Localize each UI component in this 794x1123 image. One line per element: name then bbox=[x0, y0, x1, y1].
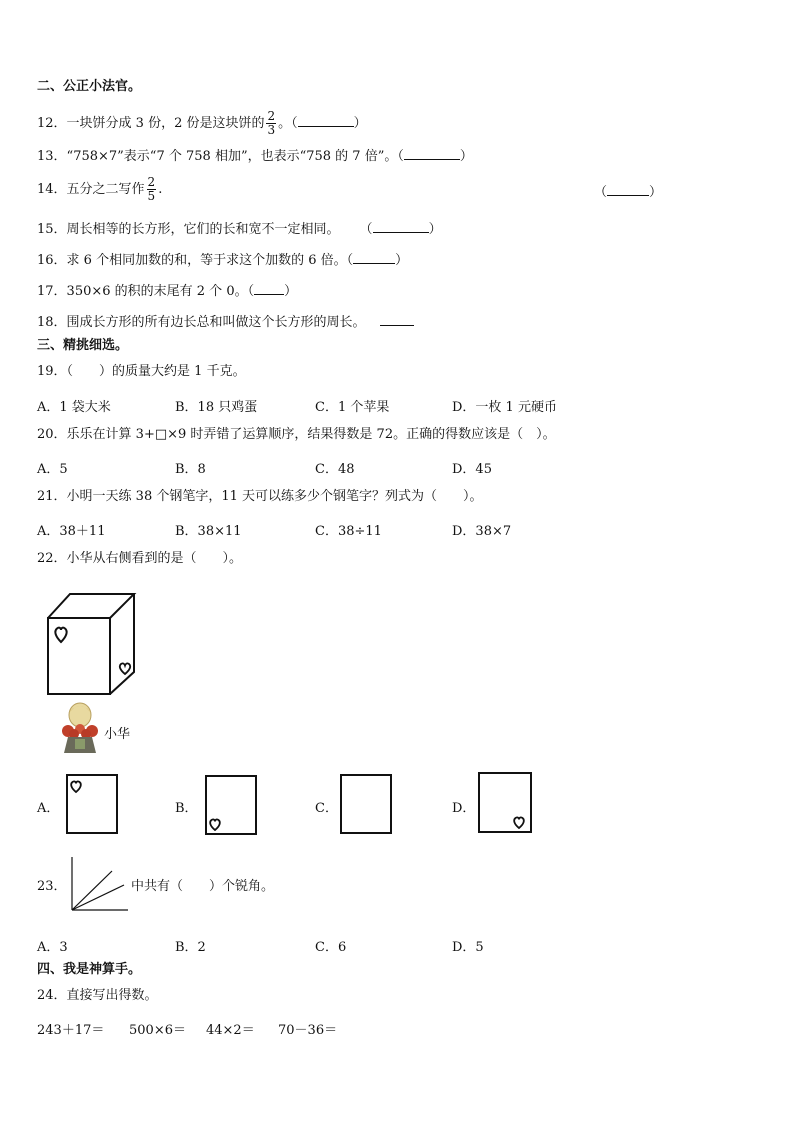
heart-icon bbox=[514, 817, 524, 828]
q23-options bbox=[37, 936, 737, 955]
section2-heading: 二、公正小法官。 bbox=[37, 79, 142, 94]
option-c[interactable]: C．6 bbox=[315, 940, 347, 955]
angle-figure bbox=[68, 855, 130, 913]
answer-blank[interactable] bbox=[404, 147, 460, 160]
heart-icon bbox=[71, 781, 81, 792]
option-b[interactable]: B．38×11 bbox=[175, 524, 242, 539]
fraction-2-3: $\frac{2}{3}$ bbox=[267, 109, 276, 137]
option-b[interactable]: B．18 只鸡蛋 bbox=[175, 400, 258, 415]
question-24: 24．直接写出得数。 bbox=[37, 988, 158, 1003]
question-15: 15．周长相等的长方形，它们的长和宽不一定相同。 （ ） bbox=[37, 222, 442, 237]
option-d[interactable]: D．一枚 1 元硬币 bbox=[452, 400, 557, 415]
option-b-figure bbox=[204, 774, 258, 836]
answer-blank[interactable] bbox=[373, 220, 429, 233]
section3-heading: 三、精挑细选。 bbox=[37, 338, 129, 353]
option-b[interactable]: B． bbox=[175, 801, 198, 816]
option-a[interactable]: A．38＋11 bbox=[37, 524, 106, 539]
option-a[interactable]: A．1 袋大米 bbox=[37, 400, 111, 415]
option-c[interactable]: C．38÷11 bbox=[315, 524, 382, 539]
answer-blank[interactable] bbox=[254, 282, 284, 295]
q12-text: 12．一块饼分成 3 份，2 份是这块饼的 bbox=[37, 116, 265, 131]
question-12: 12．一块饼分成 3 份，2 份是这块饼的 $\frac{2}{3}$ 。（ ） bbox=[37, 109, 367, 137]
answer-blank[interactable] bbox=[607, 183, 649, 196]
question-23: 中共有（ ）个锐角。 bbox=[131, 879, 275, 894]
option-b[interactable]: B．2 bbox=[175, 940, 206, 955]
calc-item: 44×2＝ bbox=[206, 1023, 255, 1038]
question-18: 18．围成长方形的所有边长总和叫做这个长方形的周长。 bbox=[37, 313, 414, 331]
question-21: 21．小明一天练 38 个钢笔字，11 天可以练多少个钢笔字？列式为（ ）。 bbox=[37, 489, 483, 504]
calc-item: 70－36＝ bbox=[278, 1023, 338, 1038]
person-label: 小华 bbox=[104, 727, 131, 742]
question-16: 16．求 6 个相同加数的和，等于求这个加数的 6 倍。（ ） bbox=[37, 253, 409, 268]
question-20: 20．乐乐在计算 3+□×9 时弄错了运算顺序，结果得数是 72。正确的得数应该是（ ）。 bbox=[37, 427, 556, 442]
question-22: 22．小华从右侧看到的是（ ）。 bbox=[37, 551, 243, 566]
section4-heading: 四、我是神算手。 bbox=[37, 962, 142, 977]
answer-blank[interactable] bbox=[353, 251, 395, 264]
answer-blank[interactable] bbox=[298, 114, 354, 127]
calc-item: 243＋17＝ bbox=[37, 1023, 105, 1038]
option-c[interactable]: C．1 个苹果 bbox=[315, 400, 390, 415]
q21-options bbox=[37, 520, 737, 539]
option-c[interactable]: C． bbox=[315, 801, 338, 816]
q23-number: 23． bbox=[37, 879, 67, 894]
cube-figure bbox=[44, 590, 140, 702]
heart-icon bbox=[120, 663, 130, 674]
option-a[interactable]: A．3 bbox=[37, 940, 68, 955]
option-d[interactable]: D． bbox=[452, 801, 476, 816]
q24-items bbox=[37, 1019, 737, 1038]
option-d[interactable]: D．38×7 bbox=[452, 524, 512, 539]
fraction-2-5: $\frac{2}{5}$ bbox=[147, 175, 156, 203]
q20-options bbox=[37, 458, 737, 477]
option-c-figure bbox=[339, 773, 393, 835]
q14-answer: （ ） bbox=[594, 185, 663, 200]
option-b[interactable]: B．8 bbox=[175, 462, 206, 477]
option-a-figure bbox=[65, 773, 119, 835]
option-a[interactable]: A． bbox=[37, 801, 60, 816]
question-13: 13．“758×7”表示“7 个 758 相加”，也表示“758 的 7 倍”。（ ） bbox=[37, 149, 473, 164]
option-a[interactable]: A．5 bbox=[37, 462, 68, 477]
answer-blank[interactable] bbox=[380, 313, 414, 326]
question-14: 14．五分之二写作 $\frac{2}{5}$ . bbox=[37, 175, 163, 203]
heart-icon bbox=[55, 628, 66, 642]
person-xiaohua-icon bbox=[58, 701, 106, 753]
question-17: 17．350×6 的积的末尾有 2 个 0。（ ） bbox=[37, 284, 298, 299]
option-c[interactable]: C．48 bbox=[315, 462, 355, 477]
q19-options bbox=[37, 396, 737, 415]
calc-item: 500×6＝ bbox=[129, 1023, 186, 1038]
heart-icon bbox=[210, 819, 220, 830]
option-d-figure bbox=[477, 771, 533, 834]
question-19: 19．（ ）的质量大约是 1 千克。 bbox=[37, 364, 246, 379]
option-d[interactable]: D．45 bbox=[452, 462, 492, 477]
option-d[interactable]: D．5 bbox=[452, 940, 484, 955]
